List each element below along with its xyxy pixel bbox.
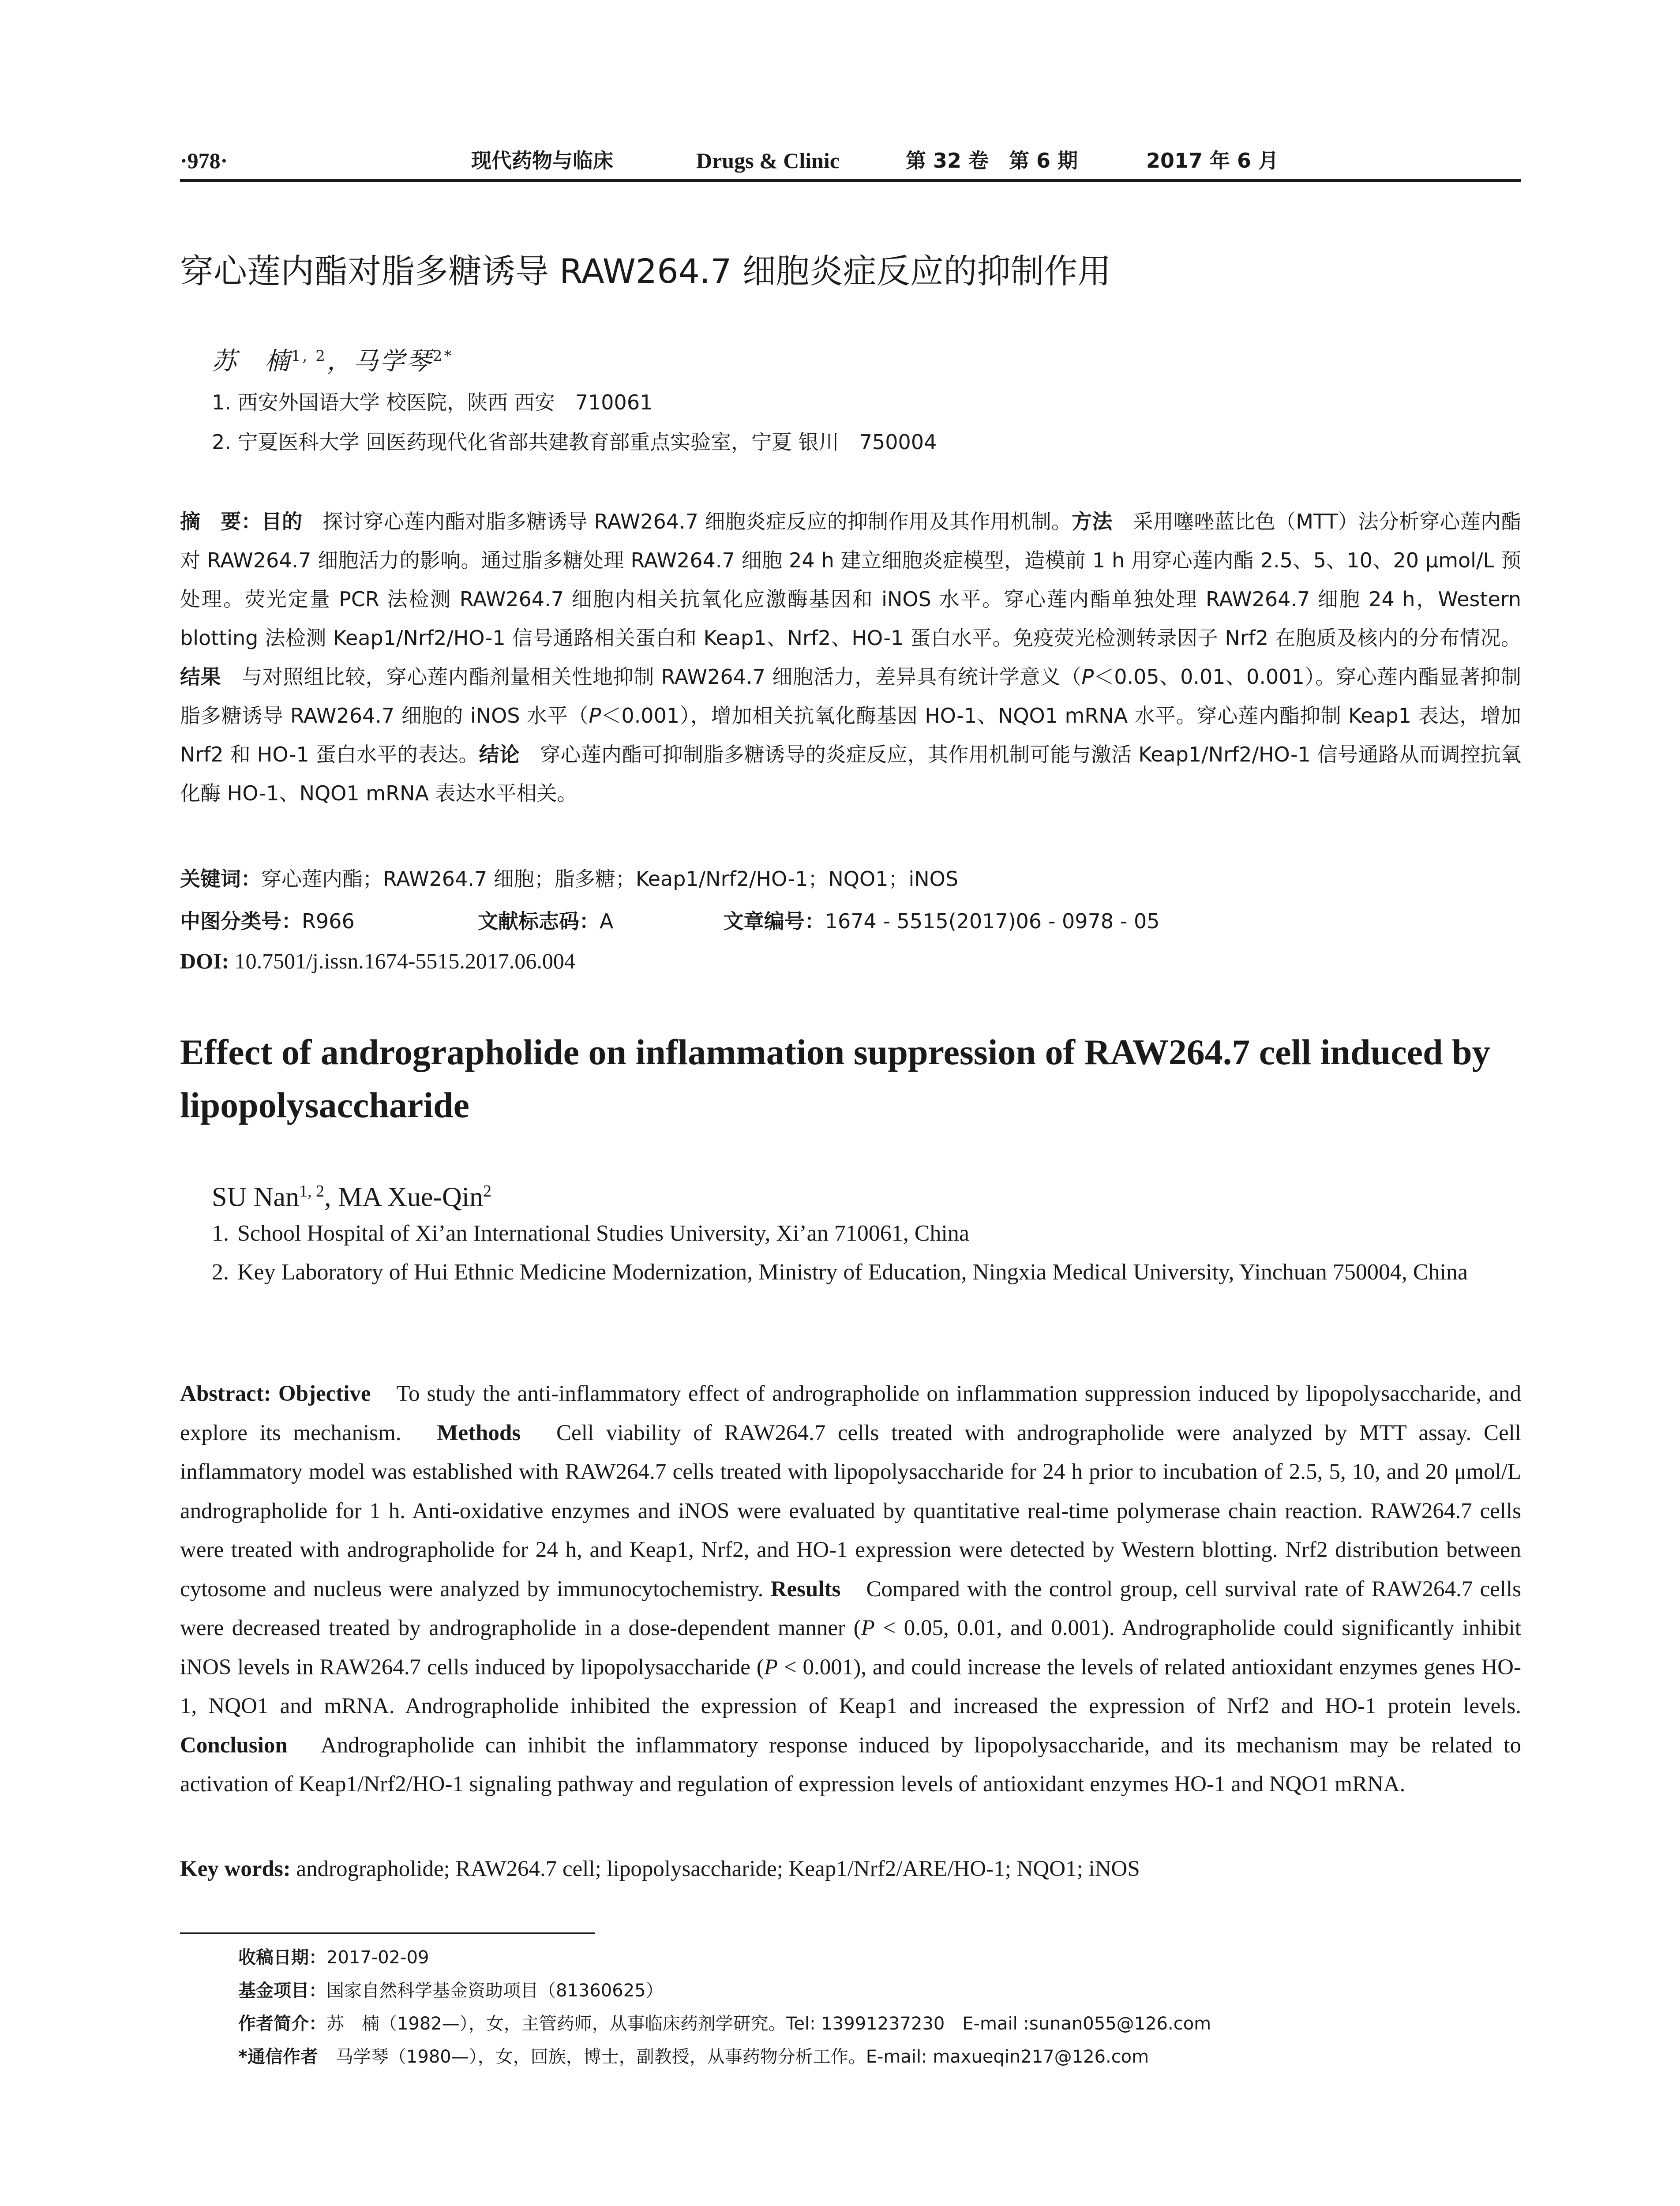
en-affiliation-2-text: Key Laboratory of Hui Ethnic Medicine Modernization, Ministry of Education, Ningxia Medical University, Yinchuan 750004, China [237,1260,1468,1285]
received-label: 收稿日期： [238,1947,326,1968]
en-author-separator: , [324,1182,338,1212]
header-rule [180,179,1521,182]
cn-title: 穿心莲内酯对脂多糖诱导 RAW264.7 细胞炎症反应的抑制作用 [180,251,1111,291]
en-affiliation-1-number: 1. [212,1221,229,1246]
cn-results-text-b: ＜0.05、0.01、0.001）。穿心莲内酯显著抑制脂多糖诱导 RAW264.7 细胞的 iNOS 水平（ [180,665,1521,728]
cn-conclusion-label: 结论 [479,743,520,766]
en-title: Effect of andrographolide on inflammation suppression of RAW264.7 cell induced by lipopolysaccharide [180,1032,1490,1125]
en-results-text-b: < 0.05, 0.01, and 0.001). Andrographolide could significantly inhibit iNOS levels in RAW264.7 cells induced by lipopolysaccharide ( [180,1616,1521,1680]
corresponding-text: 马学琴（1980—），女，回族，博士，副教授，从事药物分析工作。E-mail: maxueqin217@126.com [318,2047,1149,2067]
en-results-label: Results [770,1576,841,1602]
cn-abstract [180,502,1521,813]
article-number-value: 1674 - 5515(2017)06 - 0978 - 05 [825,909,1160,933]
en-p-value-1: P [861,1616,875,1640]
en-author-1-affiliation: 1, 2 [299,1182,325,1201]
cn-authors [212,336,454,382]
journal-name-en: Drugs & Clinic [696,148,840,173]
cn-author-1-affiliation: 1, 2 [291,347,327,365]
fund-text: 国家自然科学基金资助项目（81360625） [326,1981,664,2001]
page-number: ·978· [180,148,228,173]
cn-results-text-c: ＜0.001），增加相关抗氧化酶基因 HO-1、NQO1 mRNA 水平。穿心莲内酯抑制 Keap1 表达，增加 Nrf2 和 HO-1 蛋白水平的表达。 [180,704,1522,766]
cn-classification-line [180,904,1160,939]
doi-label: DOI: [180,949,229,973]
cn-p-value-1: P [1081,665,1094,689]
en-authors [212,1171,491,1217]
volume-issue: 第 32 卷 第 6 期 [906,149,1078,173]
en-author-2: MA Xue-Qin [338,1182,483,1212]
cn-author-1: 苏 楠 [212,347,291,376]
footnote-received [238,1942,429,1973]
en-methods-label: Methods [437,1420,521,1445]
cn-p-value-2: P [589,704,601,728]
bio-label: 作者简介： [238,2014,326,2034]
en-objective-text: To study the anti-inflammatory effect of andrographolide on inflammation suppression induced by lipopolysaccharide, and explore its mechanism. [180,1381,1521,1445]
cn-author-separator: ， [326,347,353,376]
cn-keywords-text: 穿心莲内酯；RAW264.7 细胞；脂多糖；Keap1/Nrf2/HO-1；NQO1；iNOS [261,867,959,891]
cn-results-label: 结果 [180,665,221,689]
journal-name-cn: 现代药物与临床 [471,149,613,173]
running-header [180,142,1521,179]
en-conclusion-label: Conclusion [180,1733,288,1758]
footnote-corresponding [238,2041,1149,2072]
bio-text: 苏 楠（1982—），女，主管药师，从事临床药剂学研究。Tel: 13991237230 E-mail :sunan055@126.com [326,2014,1211,2034]
en-abstract [180,1374,1521,1804]
cn-author-2-affiliation: 2* [432,347,454,365]
cn-keywords-label: 关键词： [180,867,261,891]
clc-label: 中图分类号： [180,909,302,933]
cn-objective-label: 目的 [261,510,303,533]
en-abstract-objective-label: Abstract: Objective [180,1381,371,1406]
en-affiliation-1-text: School Hospital of Xi’an International Studies University, Xi’an 710061, China [237,1221,969,1246]
document-code-value: A [600,909,614,933]
en-affiliation-2-number: 2. [212,1260,229,1285]
cn-methods-label: 方法 [1072,510,1113,533]
footnote-rule [180,1932,595,1934]
cn-results-text-a: 与对照组比较，穿心莲内酯剂量相关性地抑制 RAW264.7 细胞活力，差异具有统计学意义（ [221,665,1082,689]
footnote-author-bio [238,2008,1211,2039]
en-keywords-text: andrographolide; RAW264.7 cell; lipopolysaccharide; Keap1/Nrf2/ARE/HO-1; NQO1; iNOS [290,1857,1140,1881]
en-affiliation-2 [212,1253,1518,1292]
article-number-label: 文章编号： [723,909,825,933]
doi-value: 10.7501/j.issn.1674-5515.2017.06.004 [229,949,575,973]
en-results-text-a: Compared with the control group, cell survival rate of RAW264.7 cells were decreased treated by andrographolide in a dose-dependent manner ( [180,1576,1521,1640]
en-results-text-c: < 0.001), and could increase the levels of related antioxidant enzymes genes HO-1, NQO1 and mRNA. Andrographolide inhibited the expression of Keap1 and increased the expression of Nrf2 and HO-1 protein levels. [180,1654,1521,1718]
cn-abstract-label: 摘 要： [180,510,262,533]
cn-objective-text: 探讨穿心莲内酯对脂多糖诱导 RAW264.7 细胞炎症反应的抑制作用及其作用机制。 [302,510,1072,533]
en-keywords-label: Key words: [180,1857,291,1881]
en-methods-text: Cell viability of RAW264.7 cells treated with andrographolide were analyzed by MTT assay. Cell inflammatory model was established with RAW264.7 cells treated with lipopolysaccharide for 24 h prior to incubation of 2.5, 5, 10, and 20 μmol/L andrographolide for 1 h. Anti-oxidative enzymes and iNOS were evaluated by quantitative real-time polymerase chain reaction. RAW264.7 cells were treated with andrographolide for 24 h, and Keap1, Nrf2, and HO-1 expression were detected by Western blotting. Nrf2 distribution between cytosome and nucleus were analyzed by immunocytochemistry. [180,1420,1521,1602]
received-date: 2017-02-09 [326,1947,429,1968]
cn-conclusion-text: 穿心莲内酯可抑制脂多糖诱导的炎症反应，其作用机制可能与激活 Keap1/Nrf2/HO-1 信号通路从而调控抗氧化酶 HO-1、NQO1 mRNA 表达水平相关。 [180,743,1522,805]
en-author-1: SU Nan [212,1182,300,1212]
cn-author-2: 马学琴 [353,347,433,376]
issue-date: 2017 年 6 月 [1146,149,1279,173]
fund-label: 基金项目： [238,1981,326,2001]
cn-keywords [180,861,958,897]
en-affiliation-1 [212,1214,1518,1253]
corresponding-label: *通信作者 [238,2047,318,2067]
footnote-fund [238,1975,664,2006]
en-author-2-affiliation: 2 [483,1182,491,1201]
en-p-value-2: P [764,1654,778,1680]
cn-methods-text: 采用噻唑蓝比色（MTT）法分析穿心莲内酯对 RAW264.7 细胞活力的影响。通过脂多糖处理 RAW264.7 细胞 24 h 建立细胞炎症模型，造模前 1 h 用穿心莲内酯 2.5、5、10、20 μmol/L 预处理。荧光定量 PCR 法检测 RAW264.7 细胞内相关抗氧化应激酶基因和 iNOS 水平。穿心莲内酯单独处理 RAW264.7 细胞 24 h，Western blotting 法检测 Keap1/Nrf2/HO-1 信号通路相关蛋白和 Keap1、Nrf2、HO-1 蛋白水平。免疫荧光检测转录因子 Nrf2 在胞质及核内的分布情况。 [180,510,1522,650]
clc-value: R966 [302,909,355,933]
doi-line [180,943,575,979]
cn-affiliation-2: 2. 宁夏医科大学 回医药现代化省部共建教育部重点实验室，宁夏 银川 750004 [212,430,937,454]
cn-affiliation-1: 1. 西安外国语大学 校医院，陕西 西安 710061 [212,390,653,414]
en-keywords [180,1850,1521,1888]
document-code-label: 文献标志码： [478,909,600,933]
en-conclusion-text: Andrographolide can inhibit the inflammatory response induced by lipopolysaccharide, and its mechanism may be related to activation of Keap1/Nrf2/HO-1 signaling pathway and regulation of expression levels of antioxidant enzymes HO-1 and NQO1 mRNA. [180,1733,1521,1797]
